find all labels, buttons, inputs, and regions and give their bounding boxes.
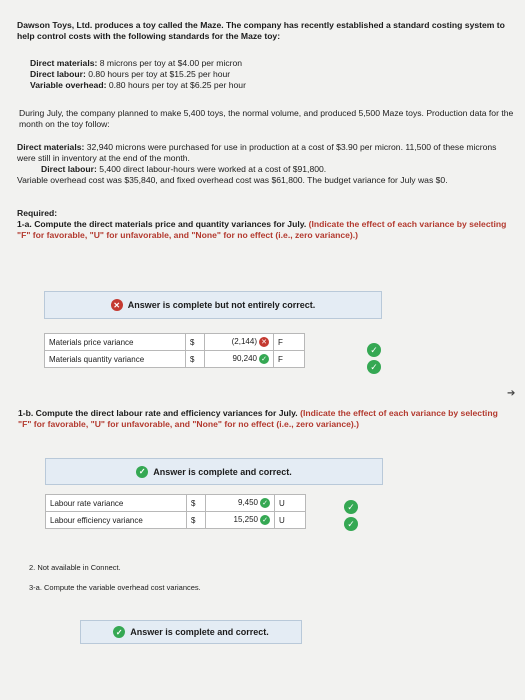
required-heading: Required: (17, 208, 58, 218)
check-icon: ✓ (260, 515, 270, 525)
table-row (45, 334, 305, 351)
effect-select[interactable]: F (274, 351, 305, 368)
question-1b: 1-b. Compute the direct labour rate and efficiency variances for July. (Indicate the effect of each variance by selecting "F" for favorable, "U" for unfavorable, and "None" for no effect (i.e., zero variance).) (18, 408, 498, 429)
check-icon: ✓ (344, 517, 358, 531)
labour-data: Direct labour: 5,400 direct labour-hours were worked at a cost of $91,800. (41, 164, 327, 174)
standard-row: Variable overhead: 0.80 hours per toy at $6.25 per hour (30, 80, 246, 90)
banner-2-text: Answer is complete and correct. (153, 466, 292, 477)
check-icon: ✓ (344, 500, 358, 514)
answer-banner-1 (44, 291, 382, 319)
labour-variance-table (45, 494, 306, 529)
amount-input[interactable]: 90,240 ✓ (205, 351, 274, 368)
banner-1-text: Answer is complete but not entirely correct. (127, 300, 316, 310)
materials-variance-table (44, 333, 305, 368)
question-2: 2. Not available in Connect. (29, 563, 121, 572)
row-label: Materials price variance (45, 334, 186, 351)
amount-input[interactable]: (2,144) ✕ (205, 334, 274, 351)
x-icon: ✕ (111, 299, 123, 311)
overhead-data: Variable overhead cost was $35,840, and fixed overhead cost was $61,800. The budget variance for July was $0. (17, 175, 448, 185)
amount-input[interactable]: 15,250 ✓ (206, 512, 275, 529)
currency-sign: $ (187, 495, 206, 512)
intro-text: produces a toy called the Maze. The company has recently established a standard costing system to help control costs with the following standards for the Maze toy: (17, 20, 505, 41)
check-icon: ✓ (367, 360, 381, 374)
row-label: Labour efficiency variance (46, 512, 187, 529)
required-section (17, 208, 515, 241)
check-icon: ✓ (367, 343, 381, 357)
currency-sign: $ (186, 351, 205, 368)
table-row (46, 512, 306, 529)
effect-select[interactable]: U (275, 512, 306, 529)
standards-list (30, 58, 490, 91)
check-icon: ✓ (259, 354, 269, 364)
july-paragraph: During July, the company planned to make 5,400 toys, the normal volume, and produced 5,500 Maze toys. Production data for the month on the toy follow: (19, 108, 514, 129)
answer-banner-3 (80, 620, 302, 644)
effect-select[interactable]: U (275, 495, 306, 512)
x-icon: ✕ (259, 337, 269, 347)
answer-banner-2 (45, 458, 383, 485)
question-3a: 3-a. Compute the variable overhead cost variances. (29, 583, 201, 592)
table-row (46, 495, 306, 512)
standard-row: Direct labour: 0.80 hours per toy at $15.25 per hour (30, 69, 231, 79)
amount-input[interactable]: 9,450 ✓ (206, 495, 275, 512)
cursor-arrow-icon: ➔ (507, 388, 516, 399)
currency-sign: $ (187, 512, 206, 529)
intro-paragraph (17, 20, 512, 42)
currency-sign: $ (186, 334, 205, 351)
effect-select[interactable]: F (274, 334, 305, 351)
materials-data: Direct materials: 32,940 microns were purchased for use in production at a cost of $3.90 per micron. 11,500 of these microns were still in inventory at the end of the month. (17, 142, 497, 163)
production-data (17, 142, 515, 186)
banner-3-text: Answer is complete and correct. (130, 627, 269, 637)
check-icon: ✓ (260, 498, 270, 508)
check-icon: ✓ (113, 626, 125, 638)
row-label: Materials quantity variance (45, 351, 186, 368)
row-label: Labour rate variance (46, 495, 187, 512)
company-name: Dawson Toys, Ltd. (17, 20, 93, 30)
standard-row: Direct materials: 8 microns per toy at $4.00 per micron (30, 58, 243, 68)
question-1a: 1-a. Compute the direct materials price and quantity variances for July. (Indicate the effect of each variance by selecting "F" for favorable, "U" for unfavorable, and "None" for no effect (i.e., zero variance).) (17, 219, 507, 240)
check-icon: ✓ (136, 466, 148, 478)
table-row (45, 351, 305, 368)
